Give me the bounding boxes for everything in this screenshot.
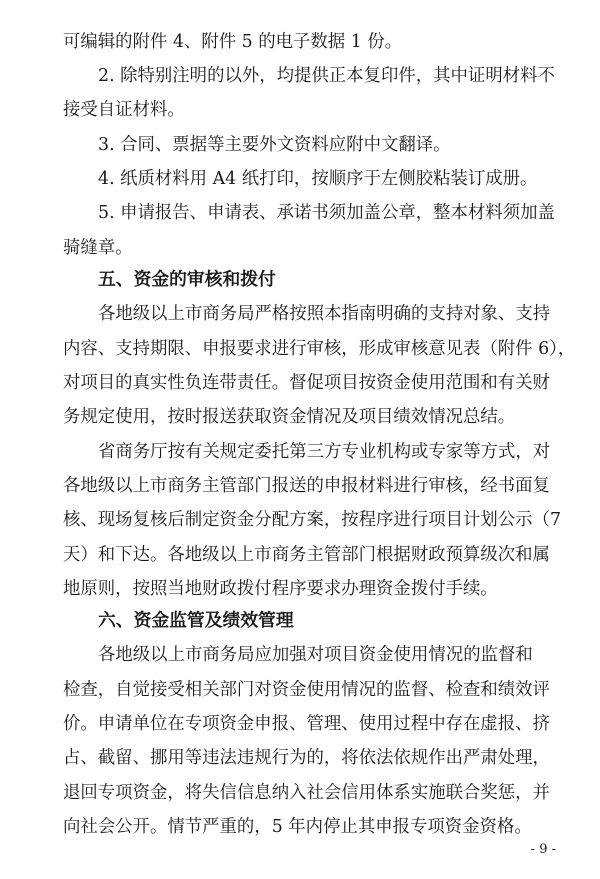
- paragraph-line: 各地级以上市商务主管部门报送的申报材料进行审核，经书面复: [63, 476, 550, 496]
- list-item-3: 3. 合同、票据等主要外文资料应附中文翻译。: [98, 135, 451, 155]
- paragraph-line: 各地级以上市商务局严格按照本指南明确的支持对象、支持: [98, 304, 551, 324]
- page-number: - 9 -: [530, 842, 556, 857]
- list-item-4: 4. 纸质材料用 A4 纸打印，按顺序于左侧胶粘装订成册。: [98, 169, 538, 189]
- paragraph-line: 务规定使用，按时报送获取资金情况及项目绩效情况总结。: [63, 407, 516, 427]
- paragraph-line: 地原则，按照当地财政拨付程序要求办理资金拨付手续。: [63, 579, 498, 599]
- list-item-2: 2. 除特别注明的以外，均提供正本复印件，其中证明材料不: [98, 66, 555, 86]
- paragraph-line: 向社会公开。情节严重的，5 年内停止其申报专项资金资格。: [63, 817, 532, 837]
- section-heading-5: 五、资金的审核和拨付: [98, 269, 276, 290]
- section-heading-6: 六、资金监管及绩效管理: [98, 610, 294, 631]
- paragraph-line: 检查，自觉接受相关部门对资金使用情况的监督、检查和绩效评: [63, 680, 550, 700]
- paragraph-line: 省商务厅按有关规定委托第三方专业机构或专家等方式，对: [98, 442, 551, 462]
- list-item-5-cont: 骑缝章。: [63, 238, 133, 258]
- paragraph-line: 对项目的真实性负连带责任。督促项目按资金使用范围和有关财: [63, 373, 550, 393]
- paragraph-line: 天）和下达。各地级以上市商务主管部门根据财政预算级次和属: [63, 545, 550, 565]
- paragraph-line: 内容、支持期限、申报要求进行审核，形成审核意见表（附件 6），: [63, 339, 576, 359]
- paragraph-line: 退回专项资金，将失信信息纳入社会信用体系实施联合奖惩，并: [63, 783, 550, 803]
- list-item-5: 5. 申请报告、申请表、承诺书须加盖公章，整本材料须加盖: [98, 203, 555, 223]
- paragraph-line: 占、截留、挪用等违法违规行为的，将依法依规作出严肃处理，: [63, 748, 550, 768]
- paragraph-line: 核、现场复核后制定资金分配方案，按程序进行项目计划公示（7: [63, 510, 562, 530]
- list-item-2-cont: 接受自证材料。: [63, 100, 185, 120]
- paragraph-line: 价。申请单位在专项资金申报、管理、使用过程中存在虚报、挤: [63, 714, 550, 734]
- paragraph-line: 各地级以上市商务局应加强对项目资金使用情况的监督和: [98, 645, 533, 665]
- body-line: 可编辑的附件 4、附件 5 的电子数据 1 份。: [63, 32, 403, 52]
